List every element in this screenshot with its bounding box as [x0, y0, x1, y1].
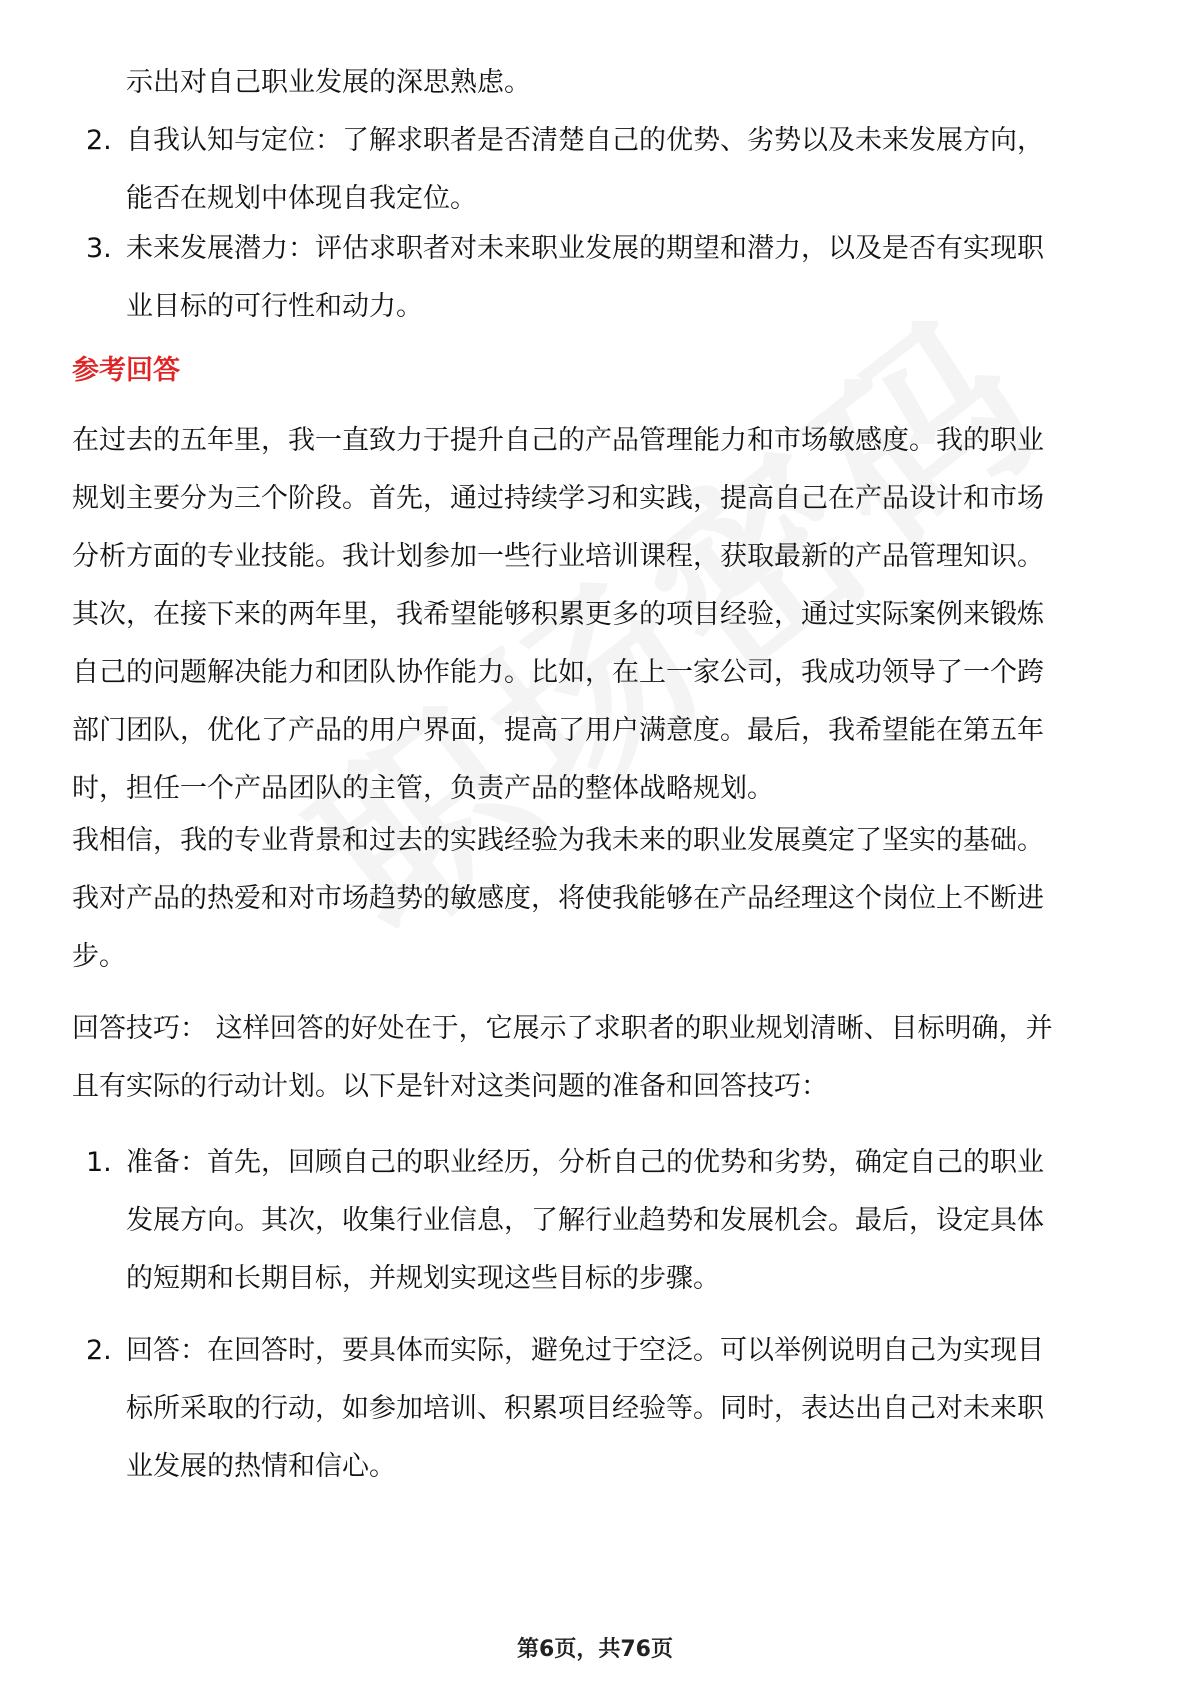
list-number: 2.: [86, 1335, 112, 1366]
section-heading: 参考回答: [72, 355, 180, 386]
text-line: 回答：在回答时，要具体而实际，避免过于空泛。可以举例说明自己为实现目: [126, 1335, 1044, 1366]
text-line: 标所采取的行动，如参加培训、积累项目经验等。同时，表达出自己对未来职: [126, 1393, 1044, 1424]
list-number: 2.: [86, 125, 112, 156]
list-item: [72, 1322, 1122, 1496]
list-item-continuation: [72, 54, 1122, 112]
list-number: 3.: [86, 233, 112, 264]
text-line: 步。: [72, 941, 126, 972]
page-footer: 第6页，共76页: [517, 1637, 673, 1662]
list-number: 1.: [86, 1147, 112, 1178]
text-line: 准备：首先，回顾自己的职业经历，分析自己的优势和劣势，确定自己的职业: [126, 1147, 1044, 1178]
text-line: 时，担任一个产品团队的主管，负责产品的整体战略规划。: [72, 773, 774, 804]
text-line: 且有实际的行动计划。以下是针对这类问题的准备和回答技巧：: [72, 1071, 828, 1102]
text-line: 未来发展潜力：评估求职者对未来职业发展的期望和潜力，以及是否有实现职: [126, 233, 1044, 264]
text-line: 我对产品的热爱和对市场趋势的敏感度，将使我能够在产品经理这个岗位上不断进: [72, 883, 1044, 914]
answer-paragraph: [72, 812, 1122, 986]
answer-paragraph: [72, 412, 1122, 818]
text-line: 业目标的可行性和动力。: [126, 291, 423, 322]
text-line: 自己的问题解决能力和团队协作能力。比如，在上一家公司，我成功领导了一个跨: [72, 657, 1044, 688]
text-line: 其次，在接下来的两年里，我希望能够积累更多的项目经验，通过实际案例来锻炼: [72, 599, 1044, 630]
text-line: 发展方向。其次，收集行业信息，了解行业趋势和发展机会。最后，设定具体: [126, 1205, 1044, 1236]
text-line: 能否在规划中体现自我定位。: [126, 183, 477, 214]
answer-tips-intro: [72, 1000, 1122, 1116]
list-item: [72, 220, 1122, 336]
text-line: 规划主要分为三个阶段。首先，通过持续学习和实践，提高自己在产品设计和市场: [72, 483, 1044, 514]
text-line: 的短期和长期目标，并规划实现这些目标的步骤。: [126, 1263, 720, 1294]
text-line: 在过去的五年里，我一直致力于提升自己的产品管理能力和市场敏感度。我的职业: [72, 425, 1044, 456]
text-line: 分析方面的专业技能。我计划参加一些行业培训课程，获取最新的产品管理知识。: [72, 541, 1044, 572]
text-line: 示出对自己职业发展的深思熟虑。: [126, 67, 531, 98]
text-line: 自我认知与定位：了解求职者是否清楚自己的优势、劣势以及未来发展方向，: [126, 125, 1044, 156]
text-line: 我相信，我的专业背景和过去的实践经验为我未来的职业发展奠定了坚实的基础。: [72, 825, 1044, 856]
text-line: 部门团队，优化了产品的用户界面，提高了用户满意度。最后，我希望能在第五年: [72, 715, 1044, 746]
text-line: 业发展的热情和信心。: [126, 1451, 396, 1482]
list-item: [72, 112, 1122, 228]
list-item: [72, 1134, 1122, 1308]
text-line: 回答技巧： 这样回答的好处在于，它展示了求职者的职业规划清晰、目标明确，并: [72, 1013, 1053, 1044]
